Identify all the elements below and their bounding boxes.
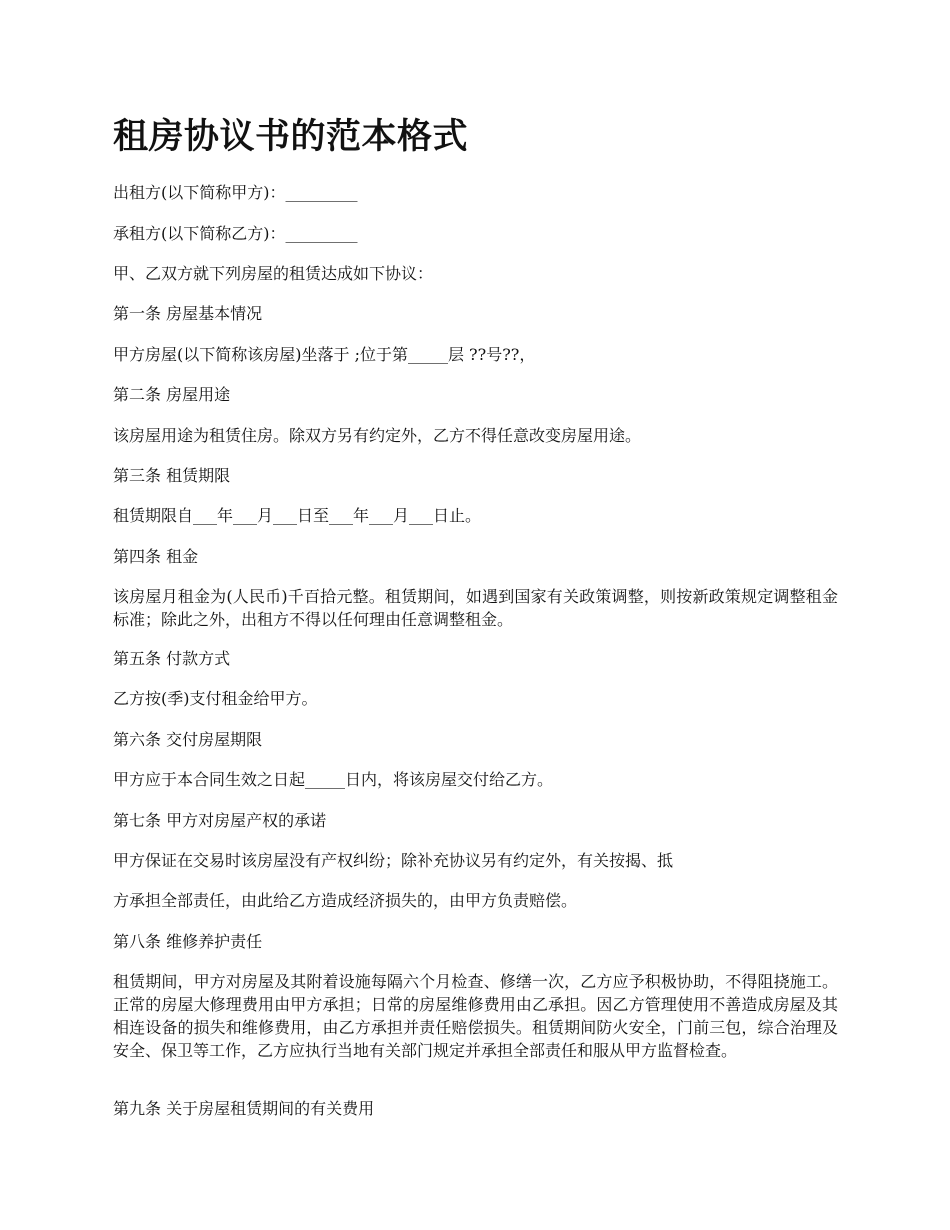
article-4-body: 该房屋月租金为(人民币)千百拾元整。租赁期间，如遇到国家有关政策调整，则按新政策规定调整租金标准；除此之外，出租方不得以任何理由任意调整租金。 — [113, 587, 838, 629]
article-3-heading: 第三条 租赁期限 — [113, 466, 231, 485]
article-7-heading: 第七条 甲方对房屋产权的承诺 — [113, 811, 327, 830]
article-6-heading: 第六条 交付房屋期限 — [113, 730, 263, 749]
article-5-body: 乙方按(季)支付租金给甲方。 — [113, 689, 318, 708]
lessor-line: 出租方(以下简称甲方)：_________ — [113, 183, 358, 202]
article-5-heading: 第五条 付款方式 — [113, 649, 231, 668]
article-2-body: 该房屋用途为租赁住房。除双方另有约定外，乙方不得任意改变房屋用途。 — [113, 426, 642, 445]
article-4-heading: 第四条 租金 — [113, 547, 199, 566]
article-7-body-line-1: 甲方保证在交易时该房屋没有产权纠纷；除补充协议另有约定外，有关按揭、抵 — [113, 851, 674, 870]
lessee-line: 承租方(以下简称乙方)：_________ — [113, 224, 358, 243]
article-1-heading: 第一条 房屋基本情况 — [113, 304, 263, 323]
article-9-heading: 第九条 关于房屋租赁期间的有关费用 — [113, 1099, 375, 1118]
article-6-body: 甲方应于本合同生效之日起_____日内，将该房屋交付给乙方。 — [113, 770, 554, 789]
agreement-intro: 甲、乙双方就下列房屋的租赁达成如下协议： — [113, 264, 434, 283]
article-7-body-line-2: 方承担全部责任，由此给乙方造成经济损失的，由甲方负责赔偿。 — [113, 891, 578, 910]
article-8-body: 租赁期间，甲方对房屋及其附着设施每隔六个月检查、修缮一次，乙方应予积极协助，不得阻挠施工。正常的房屋大修理费用由甲方承担；日常的房屋维修费用由乙承担。因乙方管理使用不善造成房屋及其相连设备的损失和维修费用，由乙方承担并责任赔偿损失。租赁期间防火安全，门前三包，综合治理及安全、保卫等工作，乙方应执行当地有关部门规定并承担全部责任和服从甲方监督检查。 — [113, 972, 838, 1060]
document-title: 租房协议书的范本格式 — [113, 116, 469, 157]
article-2-heading: 第二条 房屋用途 — [113, 385, 231, 404]
article-3-body: 租赁期限自___年___月___日至___年___月___日止。 — [113, 506, 482, 525]
article-8-heading: 第八条 维修养护责任 — [113, 932, 263, 951]
article-1-body: 甲方房屋(以下简称该房屋)坐落于 ;位于第_____层 ??号??， — [113, 345, 536, 364]
